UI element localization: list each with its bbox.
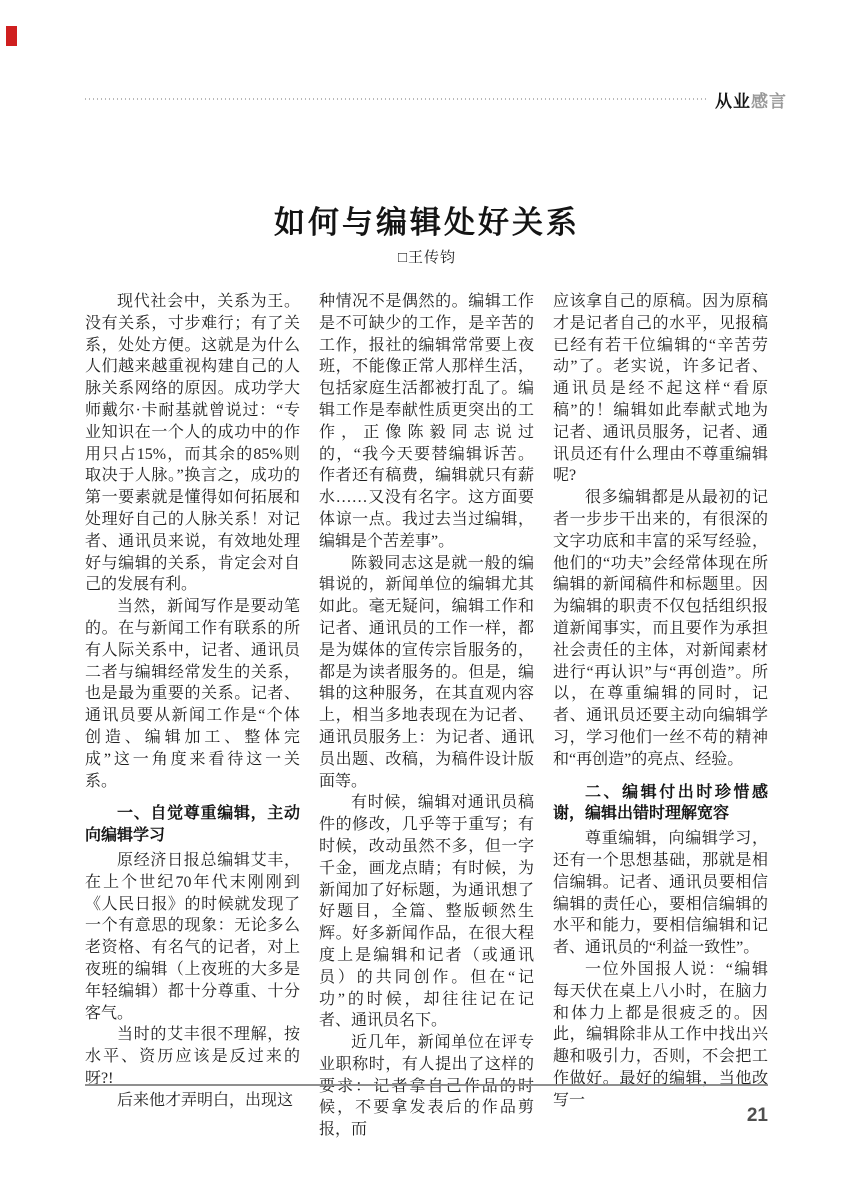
paragraph: 应该拿自己的原稿。因为原稿才是记者自己的水平，见报稿已经有若干位编辑的“辛苦劳动”了。老实说，许多记者、通讯员是经不起这样“看原稿”的！编辑如此奉献式地为记者、通讯员服务，记者、通讯员还有什么理由不尊重编辑呢? (553, 293, 768, 485)
page-header (85, 88, 787, 110)
article-title: 如何与编辑处好关系 (274, 205, 580, 240)
section-label (715, 87, 787, 112)
footer-rule (85, 1084, 768, 1086)
dotted-rule (85, 98, 708, 100)
paragraph: 尊重编辑，向编辑学习，还有一个思想基础，那就是相信编辑。记者、通讯员要相信编辑的责任心，要相信编辑的水平和能力，要相信编辑和记者、通讯员的“利益一致性”。 (553, 830, 768, 957)
paragraph: 近几年，新闻单位在评专业职称时，有人提出了这样的要求：记者拿自己作品的时候，不要拿发表后的作品剪报，而 (319, 1034, 534, 1139)
section-heading: 一、自觉尊重编辑，主动向编辑学习 (85, 805, 300, 845)
paragraph: 种情况不是偶然的。编辑工作是不可缺少的工作，是辛苦的工作，报社的编辑常常要上夜班，不能像正常人那样生活，包括家庭生活都被打乱了。编辑工作是奉献性质更突出的工作，正像陈毅同志说过的，“我今天要替编辑诉苦。作者还有稿费，编辑就只有薪水……又没有名字。这方面要体谅一点。我过去当过编辑，编辑是个苦差事”。 (319, 293, 534, 550)
paragraph: 陈毅同志这是就一般的编辑说的，新闻单位的编辑尤其如此。毫无疑问，编辑工作和记者、通讯员的工作一样，都是为媒体的宣传宗旨服务的，都是为读者服务的。但是，编辑的这种服务，在其直观内容上，相当多地表现在为记者、通讯员服务上：为记者、通讯员出题、改稿，为稿件设计版面等。 (319, 554, 534, 790)
paragraph: 当然，新闻写作是要动笔的。在与新闻工作有联系的所有人际关系中，记者、通讯员二者与编辑经常发生的关系，也是最为重要的关系。记者、通讯员要从新闻工作是“个体创造、编辑加工、整体完成”这一角度来看待这一关系。 (85, 598, 300, 790)
corner-mark (6, 26, 17, 46)
paragraph: 后来他才弄明白，出现这 (117, 1091, 294, 1109)
paragraph: 原经济日报总编辑艾丰，在上个世纪70年代末刚刚到《人民日报》的时候就发现了一个有意思的现象：无论多么老资格、有名气的记者，对上夜班的编辑（上夜班的大多是年轻编辑）都十分尊重、十分客气。 (85, 851, 300, 1022)
column-1 (85, 291, 300, 1141)
paragraph: 一位外国报人说：“编辑每天伏在桌上八小时，在脑力和体力上都是很疲乏的。因此，编辑除非从工作中找出兴趣和吸引力，否则，不会把工作做好。最好的编辑，当他改写一 (553, 960, 768, 1109)
page-number: 21 (746, 1105, 768, 1126)
article-body (85, 291, 769, 1141)
article-author: □王传钧 (397, 250, 457, 266)
paragraph: 很多编辑都是从最初的记者一步步干出来的，有很深的文字功底和丰富的采写经验，他们的“功夫”会经常体现在所编辑的新闻稿件和标题里。因为编辑的职责不仅包括组织报道新闻事实，而且要作为承担社会责任的主体，对新闻素材进行“再认识”与“再创造”。所以，在尊重编辑的同时，记者、通讯员还要主动向编辑学习，学习他们一丝不苟的精神和“再创造”的亮点、经验。 (553, 489, 768, 768)
section-label-primary: 从业 (715, 91, 751, 111)
paragraph: 当时的艾丰很不理解，按水平、资历应该是反过来的呀?! (85, 1026, 300, 1087)
paragraph: 现代社会中，关系为王。没有关系，寸步难行；有了关系，处处方便。这就是为什么人们越来越重视构建自己的人脉关系网络的原因。成功学大师戴尔·卡耐基就曾说过：“专业知识在一个人的成功中的作用只占15%，而其余的85%则取决于人脉。”换言之，成功的第一要素就是懂得如何拓展和处理好自己的人脉关系！对记者、通讯员来说，有效地处理好与编辑的关系，肯定会对自己的发展有利。 (85, 293, 300, 594)
section-label-secondary: 感言 (751, 91, 787, 111)
paragraph: 有时候，编辑对通讯员稿件的修改，几乎等于重写；有时候，改动虽然不多，但一字千金，画龙点睛；有时候，为新闻加了好标题，为通讯想了好题目，全篇、整版顿然生辉。好多新闻作品，在很大程度上是编辑和记者（或通讯员）的共同创作。但在“记功”的时候，却往往记在记者、通讯员名下。 (319, 794, 534, 1030)
section-heading: 二、编辑付出时珍惜感谢，编辑出错时理解宽容 (553, 783, 768, 823)
column-3 (553, 291, 768, 1141)
column-2 (319, 291, 534, 1141)
